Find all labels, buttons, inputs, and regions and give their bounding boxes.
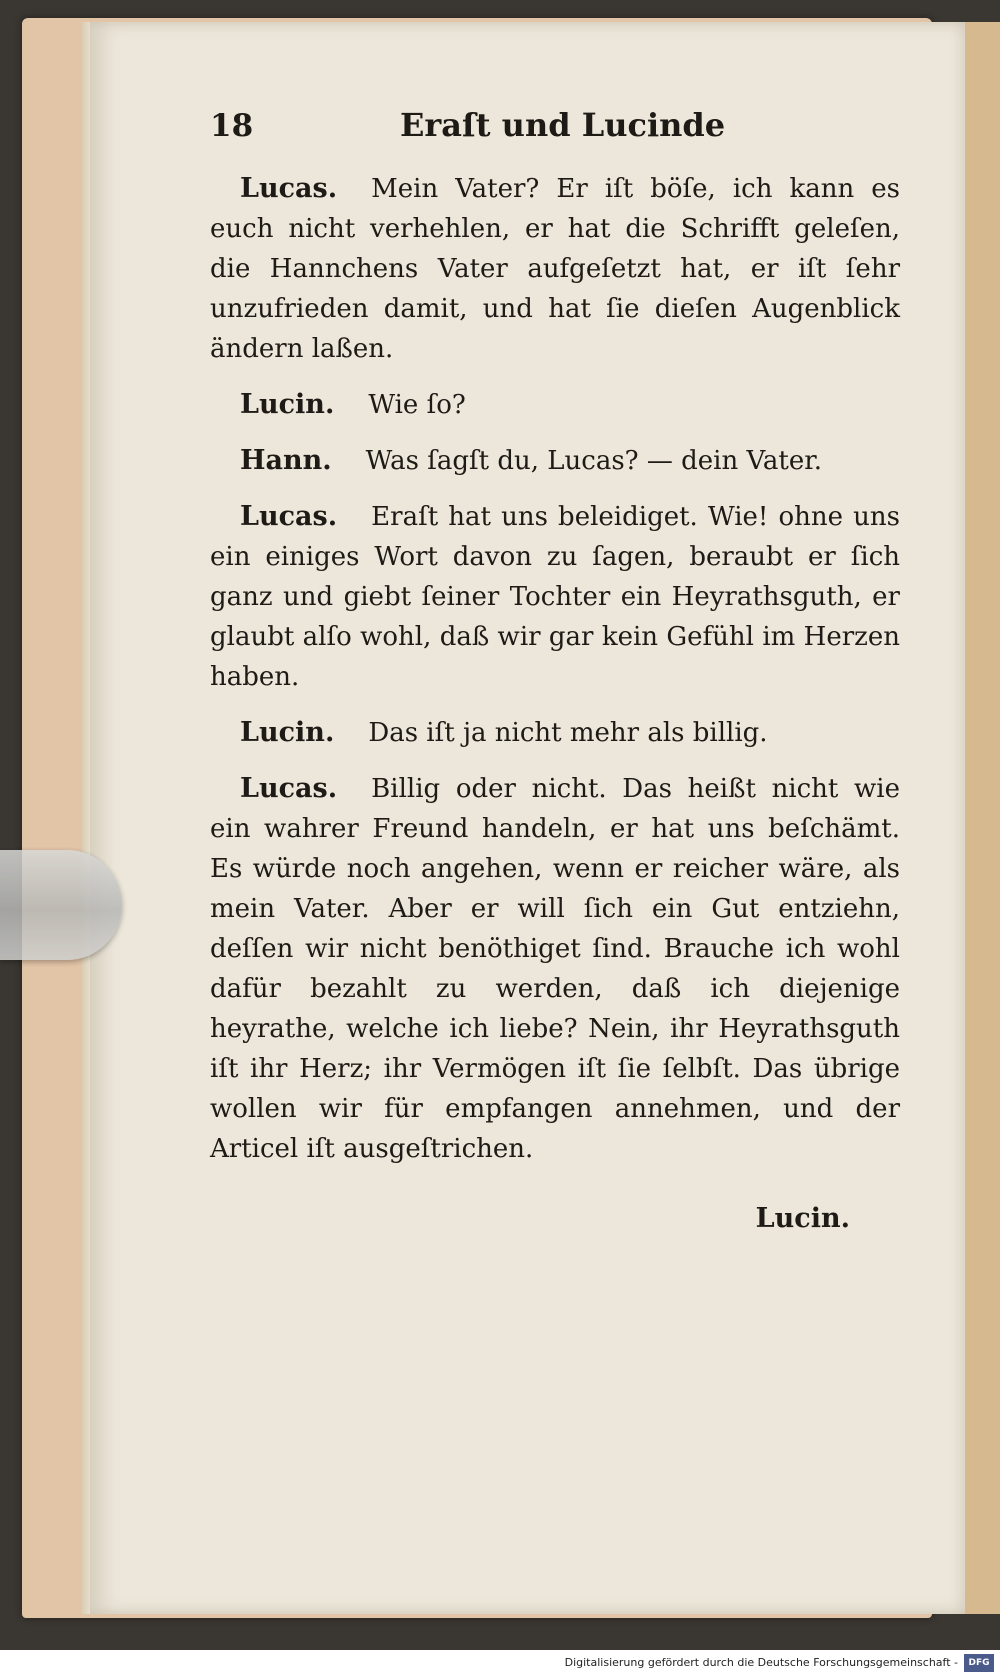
dialogue-text: Mein Vater? Er iſt böſe, ich kann es euch nicht verhehlen, er hat die Schrifft geleſen, die Hannchens Vater aufgeſetzt hat, er iſt ſehr unzufrieden damit, und hat ſie dieſen Augenblick ändern laßen. [210, 174, 900, 364]
speaker-name: Lucas. [240, 501, 338, 532]
page-header [210, 105, 900, 155]
running-title: Eraſt und Lucinde [400, 106, 726, 144]
dialogue-paragraph [210, 385, 900, 425]
dialogue-text: Billig oder nicht. Das heißt nicht wie ein wahrer Freund handeln, er hat uns beſchämt. Es würde noch angehen, wenn er reicher wäre, als mein Vater. Aber er will ſich ein Gut entziehn, deſſen wir nicht benöthiget ſind. Brauche ich wohl dafür bezahlt zu werden, daß ich diejenige heyrathe, welche ich liebe? Nein, ihr Heyrathsguth iſt ihr Herz; ihr Vermögen iſt ſie ſelbſt. Das übrige wollen wir für empfangen annehmen, und der Articel iſt ausgeſtrichen. [210, 774, 900, 1164]
dialogue-text: Eraſt hat uns beleidiget. Wie! ohne uns ein einiges Wort davon zu ſagen, beraubt er ſich ganz und giebt ſeiner Tochter ein Heyrathsguth, er glaubt alſo wohl, daß wir gar kein Gefühl im Herzen haben. [210, 502, 900, 692]
page-text-block [210, 105, 900, 1239]
page-number: 18 [210, 108, 254, 144]
speaker-name: Lucas. [240, 173, 338, 204]
speaker-name: Lucin. [240, 389, 335, 420]
dialogue-paragraph [210, 769, 900, 1169]
dialogue-text: Was ſagſt du, Lucas? — dein Vater. [365, 446, 823, 476]
dfg-logo: DFG [964, 1654, 994, 1672]
right-cover-edge [965, 22, 1000, 1614]
page-clip [0, 850, 122, 960]
dialogue-paragraph [210, 169, 900, 369]
speaker-name: Lucas. [240, 773, 338, 804]
footer-bar [0, 1650, 1000, 1679]
dialogue-paragraph [210, 497, 900, 697]
speaker-name: Hann. [240, 445, 332, 476]
catchword: Lucin. [755, 1203, 850, 1234]
dialogue-paragraph [210, 441, 900, 481]
dialogue-paragraph [210, 713, 900, 753]
speaker-name: Lucin. [240, 717, 335, 748]
dialogue-text: Das iſt ja nicht mehr als billig. [368, 718, 768, 748]
dialogue-text: Wie ſo? [368, 390, 466, 420]
funding-credit: Digitalisierung gefördert durch die Deutsche Forschungsgemeinschaft - [564, 1656, 958, 1669]
